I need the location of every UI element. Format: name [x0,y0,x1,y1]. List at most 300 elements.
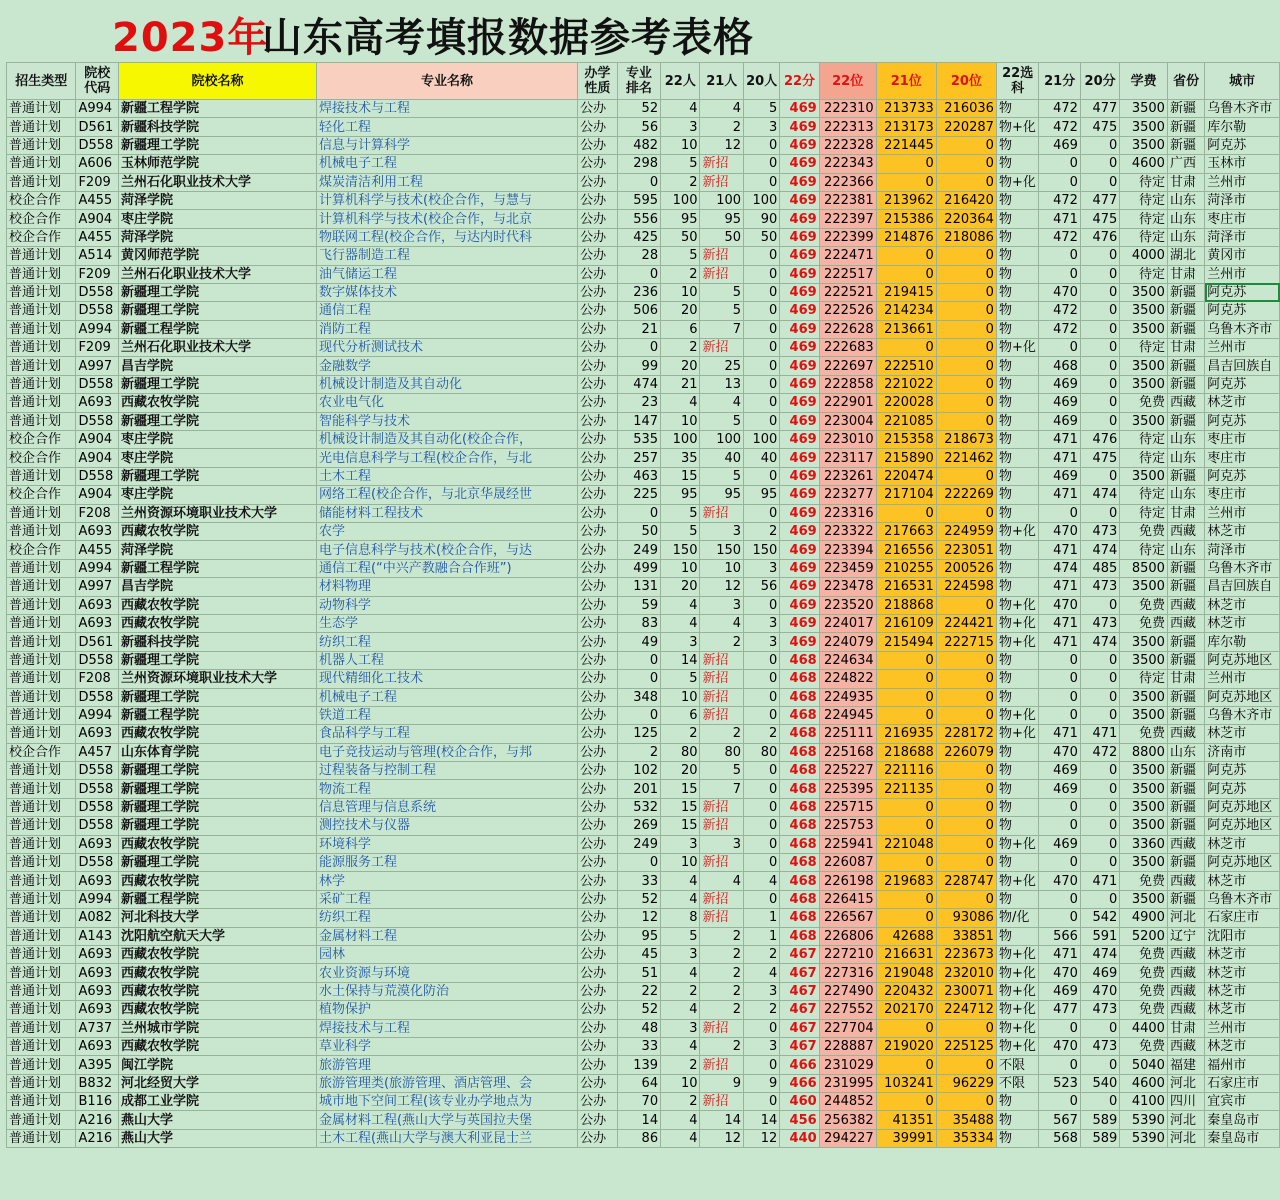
cell-rank-22[interactable]: 223277 [819,486,876,504]
cell-ownership[interactable]: 公办 [578,743,617,761]
cell-major-rank[interactable]: 499 [617,559,661,577]
cell-subjects-22[interactable]: 物 [996,228,1039,246]
header-cell[interactable]: 22人 [661,63,700,100]
cell-ownership[interactable]: 公办 [578,100,617,118]
cell-quota-21[interactable]: 40 [700,449,744,467]
cell-rank-20[interactable]: 222269 [936,486,996,504]
cell-tuition[interactable]: 待定 [1120,191,1168,209]
cell-major-rank[interactable]: 12 [617,909,661,927]
cell-rank-20[interactable]: 0 [936,780,996,798]
cell-rank-22[interactable]: 224935 [819,688,876,706]
cell-admission-type[interactable]: 普通计划 [7,357,76,375]
cell-admission-type[interactable]: 普通计划 [7,651,76,669]
cell-quota-20[interactable]: 0 [744,467,780,485]
cell-quota-21[interactable]: 9 [700,1074,744,1092]
cell-ownership[interactable]: 公办 [578,504,617,522]
cell-score-20[interactable]: 0 [1080,890,1119,908]
cell-tuition[interactable]: 待定 [1120,210,1168,228]
cell-rank-22[interactable]: 226567 [819,909,876,927]
cell-subjects-22[interactable]: 物+化 [996,173,1039,191]
cell-city[interactable]: 兰州市 [1205,339,1280,357]
cell-city[interactable]: 石家庄市 [1205,909,1280,927]
cell-admission-type[interactable]: 普通计划 [7,559,76,577]
cell-quota-20[interactable]: 3 [744,982,780,1000]
cell-tuition[interactable]: 3500 [1120,798,1168,816]
cell-quota-21[interactable]: 25 [700,357,744,375]
cell-tuition[interactable]: 免费 [1120,522,1168,540]
cell-rank-22[interactable]: 223459 [819,559,876,577]
cell-admission-type[interactable]: 校企合作 [7,210,76,228]
cell-school-code[interactable]: A216 [76,1111,119,1129]
cell-school-code[interactable]: A994 [76,706,119,724]
cell-quota-20[interactable]: 2 [744,1001,780,1019]
cell-quota-20[interactable]: 0 [744,173,780,191]
cell-tuition[interactable]: 待定 [1120,670,1168,688]
cell-city[interactable]: 库尔勒 [1205,118,1280,136]
cell-city[interactable]: 菏泽市 [1205,541,1280,559]
cell-quota-20[interactable]: 12 [744,1129,780,1147]
cell-subjects-22[interactable]: 物 [996,191,1039,209]
cell-score-22[interactable]: 468 [780,780,819,798]
cell-major-rank[interactable]: 0 [617,339,661,357]
cell-school-code[interactable]: A994 [76,320,119,338]
cell-score-21[interactable]: 470 [1039,743,1080,761]
cell-subjects-22[interactable]: 物 [996,449,1039,467]
cell-school-code[interactable]: A455 [76,191,119,209]
cell-quota-20[interactable]: 0 [744,670,780,688]
cell-school-name[interactable]: 西藏农牧学院 [118,945,316,963]
cell-score-20[interactable]: 476 [1080,431,1119,449]
cell-ownership[interactable]: 公办 [578,136,617,154]
cell-rank-22[interactable]: 227490 [819,982,876,1000]
cell-tuition[interactable]: 3500 [1120,136,1168,154]
cell-school-name[interactable]: 新疆工程学院 [118,706,316,724]
cell-school-name[interactable]: 枣庄学院 [118,486,316,504]
cell-rank-21[interactable]: 215386 [876,210,936,228]
cell-score-21[interactable]: 0 [1039,1093,1080,1111]
cell-subjects-22[interactable]: 物 [996,1093,1039,1111]
cell-city[interactable]: 阿克苏地区 [1205,798,1280,816]
cell-rank-20[interactable]: 0 [936,817,996,835]
cell-quota-22[interactable]: 4 [661,872,700,890]
cell-quota-21[interactable]: 2 [700,633,744,651]
cell-rank-22[interactable]: 223322 [819,522,876,540]
cell-major-name[interactable]: 土木工程 [316,467,577,485]
cell-rank-22[interactable]: 225227 [819,762,876,780]
cell-ownership[interactable]: 公办 [578,1129,617,1147]
cell-score-22[interactable]: 469 [780,155,819,173]
cell-score-20[interactable]: 0 [1080,504,1119,522]
cell-score-22[interactable]: 467 [780,982,819,1000]
cell-score-20[interactable]: 0 [1080,1019,1119,1037]
cell-subjects-22[interactable]: 物+化 [996,596,1039,614]
cell-score-21[interactable]: 470 [1039,1037,1080,1055]
cell-rank-22[interactable]: 224634 [819,651,876,669]
cell-quota-20[interactable]: 0 [744,688,780,706]
cell-quota-21[interactable]: 新招 [700,890,744,908]
cell-tuition[interactable]: 3500 [1120,854,1168,872]
cell-admission-type[interactable]: 校企合作 [7,431,76,449]
cell-school-code[interactable]: A994 [76,890,119,908]
cell-rank-20[interactable]: 0 [936,265,996,283]
cell-score-21[interactable]: 469 [1039,412,1080,430]
cell-subjects-22[interactable]: 物 [996,394,1039,412]
cell-tuition[interactable]: 3500 [1120,633,1168,651]
cell-subjects-22[interactable]: 物 [996,798,1039,816]
cell-tuition[interactable]: 待定 [1120,541,1168,559]
cell-rank-21[interactable]: 0 [876,265,936,283]
cell-city[interactable]: 阿克苏地区 [1205,817,1280,835]
cell-major-name[interactable]: 计算机科学与技术(校企合作，与慧与 [316,191,577,209]
cell-score-22[interactable]: 468 [780,927,819,945]
cell-rank-21[interactable]: 0 [876,1093,936,1111]
cell-score-21[interactable]: 472 [1039,100,1080,118]
cell-major-name[interactable]: 草业科学 [316,1037,577,1055]
cell-school-name[interactable]: 新疆理工学院 [118,467,316,485]
cell-rank-21[interactable]: 0 [876,247,936,265]
cell-major-rank[interactable]: 0 [617,265,661,283]
cell-admission-type[interactable]: 普通计划 [7,927,76,945]
cell-subjects-22[interactable]: 物 [996,927,1039,945]
cell-province[interactable]: 四川 [1167,1093,1204,1111]
cell-rank-20[interactable]: 0 [936,283,996,301]
cell-score-21[interactable]: 471 [1039,431,1080,449]
cell-score-21[interactable]: 471 [1039,725,1080,743]
cell-quota-21[interactable]: 5 [700,283,744,301]
cell-city[interactable]: 黄冈市 [1205,247,1280,265]
cell-rank-21[interactable]: 215890 [876,449,936,467]
cell-quota-20[interactable]: 2 [744,945,780,963]
cell-rank-22[interactable]: 223520 [819,596,876,614]
cell-quota-21[interactable]: 100 [700,191,744,209]
cell-admission-type[interactable]: 普通计划 [7,100,76,118]
cell-rank-22[interactable]: 223316 [819,504,876,522]
cell-rank-20[interactable]: 0 [936,467,996,485]
cell-rank-20[interactable]: 0 [936,136,996,154]
cell-admission-type[interactable]: 校企合作 [7,541,76,559]
cell-city[interactable]: 林芝市 [1205,1037,1280,1055]
cell-major-rank[interactable]: 463 [617,467,661,485]
cell-quota-22[interactable]: 2 [661,1056,700,1074]
cell-quota-20[interactable]: 0 [744,1056,780,1074]
cell-major-rank[interactable]: 49 [617,633,661,651]
cell-ownership[interactable]: 公办 [578,835,617,853]
cell-quota-21[interactable]: 3 [700,522,744,540]
cell-score-20[interactable]: 473 [1080,1037,1119,1055]
cell-ownership[interactable]: 公办 [578,155,617,173]
cell-score-20[interactable]: 477 [1080,191,1119,209]
cell-major-name[interactable]: 环境科学 [316,835,577,853]
cell-ownership[interactable]: 公办 [578,339,617,357]
cell-rank-20[interactable]: 228172 [936,725,996,743]
cell-subjects-22[interactable]: 物 [996,854,1039,872]
cell-rank-21[interactable]: 0 [876,909,936,927]
header-cell[interactable]: 21人 [700,63,744,100]
cell-rank-20[interactable]: 228747 [936,872,996,890]
cell-rank-21[interactable]: 221048 [876,835,936,853]
cell-school-name[interactable]: 西藏农牧学院 [118,964,316,982]
cell-tuition[interactable]: 3500 [1120,118,1168,136]
cell-city[interactable]: 林芝市 [1205,872,1280,890]
cell-quota-20[interactable]: 95 [744,486,780,504]
cell-subjects-22[interactable]: 物+化 [996,633,1039,651]
cell-rank-22[interactable]: 224079 [819,633,876,651]
cell-ownership[interactable]: 公办 [578,394,617,412]
cell-quota-22[interactable]: 2 [661,339,700,357]
cell-rank-21[interactable]: 221022 [876,375,936,393]
cell-score-22[interactable]: 469 [780,375,819,393]
cell-school-name[interactable]: 新疆科技学院 [118,118,316,136]
cell-province[interactable]: 甘肃 [1167,1019,1204,1037]
cell-score-22[interactable]: 469 [780,100,819,118]
cell-tuition[interactable]: 5390 [1120,1129,1168,1147]
cell-city[interactable]: 昌吉回族自 [1205,357,1280,375]
cell-major-rank[interactable]: 0 [617,854,661,872]
cell-school-name[interactable]: 新疆理工学院 [118,688,316,706]
cell-subjects-22[interactable]: 物 [996,265,1039,283]
cell-score-21[interactable]: 471 [1039,945,1080,963]
cell-major-name[interactable]: 物流工程 [316,780,577,798]
cell-score-21[interactable]: 469 [1039,780,1080,798]
cell-city[interactable]: 阿克苏 [1205,467,1280,485]
cell-score-22[interactable]: 468 [780,688,819,706]
cell-quota-21[interactable]: 新招 [700,1056,744,1074]
cell-admission-type[interactable]: 普通计划 [7,633,76,651]
cell-score-21[interactable]: 0 [1039,265,1080,283]
cell-score-20[interactable]: 475 [1080,449,1119,467]
cell-province[interactable]: 甘肃 [1167,504,1204,522]
cell-tuition[interactable]: 待定 [1120,228,1168,246]
cell-score-22[interactable]: 467 [780,964,819,982]
cell-subjects-22[interactable]: 物+化 [996,835,1039,853]
cell-tuition[interactable]: 免费 [1120,1001,1168,1019]
cell-score-21[interactable]: 0 [1039,854,1080,872]
cell-school-name[interactable]: 昌吉学院 [118,357,316,375]
cell-quota-20[interactable]: 0 [744,412,780,430]
cell-score-22[interactable]: 469 [780,633,819,651]
cell-quota-21[interactable]: 4 [700,100,744,118]
cell-quota-21[interactable]: 新招 [700,688,744,706]
cell-score-22[interactable]: 469 [780,283,819,301]
header-cell[interactable]: 城市 [1205,63,1280,100]
cell-school-name[interactable]: 新疆理工学院 [118,780,316,798]
cell-score-20[interactable]: 471 [1080,725,1119,743]
cell-admission-type[interactable]: 普通计划 [7,1037,76,1055]
header-cell[interactable]: 专业排名 [617,63,661,100]
cell-score-21[interactable]: 0 [1039,504,1080,522]
cell-quota-20[interactable]: 3 [744,1037,780,1055]
cell-ownership[interactable]: 公办 [578,909,617,927]
cell-major-name[interactable]: 机械电子工程 [316,155,577,173]
cell-score-20[interactable]: 589 [1080,1111,1119,1129]
cell-rank-21[interactable]: 220432 [876,982,936,1000]
cell-province[interactable]: 新疆 [1167,118,1204,136]
cell-ownership[interactable]: 公办 [578,283,617,301]
cell-rank-21[interactable]: 0 [876,688,936,706]
cell-score-22[interactable]: 469 [780,339,819,357]
cell-score-22[interactable]: 467 [780,1001,819,1019]
cell-school-name[interactable]: 新疆科技学院 [118,633,316,651]
cell-quota-21[interactable]: 2 [700,945,744,963]
cell-quota-22[interactable]: 2 [661,725,700,743]
cell-score-20[interactable]: 0 [1080,467,1119,485]
cell-quota-20[interactable]: 4 [744,964,780,982]
cell-admission-type[interactable]: 普通计划 [7,964,76,982]
cell-subjects-22[interactable]: 物 [996,247,1039,265]
cell-major-rank[interactable]: 51 [617,964,661,982]
cell-admission-type[interactable]: 普通计划 [7,320,76,338]
cell-school-name[interactable]: 新疆理工学院 [118,302,316,320]
cell-score-20[interactable]: 591 [1080,927,1119,945]
cell-quota-22[interactable]: 95 [661,210,700,228]
cell-province[interactable]: 西藏 [1167,982,1204,1000]
cell-score-21[interactable]: 0 [1039,247,1080,265]
cell-tuition[interactable]: 待定 [1120,339,1168,357]
cell-quota-20[interactable]: 0 [744,780,780,798]
cell-school-name[interactable]: 新疆理工学院 [118,854,316,872]
cell-major-name[interactable]: 信息与计算科学 [316,136,577,154]
cell-rank-21[interactable]: 218688 [876,743,936,761]
cell-major-name[interactable]: 测控技术与仪器 [316,817,577,835]
cell-quota-20[interactable]: 0 [744,762,780,780]
cell-quota-22[interactable]: 10 [661,1074,700,1092]
cell-quota-21[interactable]: 新招 [700,854,744,872]
cell-quota-22[interactable]: 50 [661,228,700,246]
cell-school-name[interactable]: 新疆工程学院 [118,559,316,577]
cell-major-rank[interactable]: 28 [617,247,661,265]
cell-score-22[interactable]: 469 [780,247,819,265]
cell-score-20[interactable]: 0 [1080,155,1119,173]
cell-quota-21[interactable]: 新招 [700,909,744,927]
cell-school-name[interactable]: 西藏农牧学院 [118,614,316,632]
header-cell[interactable]: 学费 [1120,63,1168,100]
cell-quota-21[interactable]: 80 [700,743,744,761]
cell-major-rank[interactable]: 59 [617,596,661,614]
cell-major-rank[interactable]: 52 [617,100,661,118]
cell-ownership[interactable]: 公办 [578,265,617,283]
cell-city[interactable]: 兰州市 [1205,173,1280,191]
cell-tuition[interactable]: 4400 [1120,1019,1168,1037]
cell-score-20[interactable]: 476 [1080,228,1119,246]
cell-province[interactable]: 西藏 [1167,945,1204,963]
cell-score-20[interactable]: 0 [1080,1056,1119,1074]
cell-rank-22[interactable]: 223261 [819,467,876,485]
cell-score-20[interactable]: 473 [1080,1001,1119,1019]
cell-score-21[interactable]: 471 [1039,578,1080,596]
cell-province[interactable]: 甘肃 [1167,265,1204,283]
cell-quota-21[interactable]: 4 [700,614,744,632]
cell-score-21[interactable]: 470 [1039,283,1080,301]
cell-admission-type[interactable]: 普通计划 [7,173,76,191]
cell-score-20[interactable]: 0 [1080,247,1119,265]
cell-rank-22[interactable]: 222471 [819,247,876,265]
cell-quota-21[interactable]: 新招 [700,817,744,835]
cell-quota-21[interactable]: 新招 [700,1019,744,1037]
cell-rank-20[interactable]: 224421 [936,614,996,632]
cell-school-code[interactable]: A904 [76,449,119,467]
cell-score-22[interactable]: 469 [780,596,819,614]
cell-score-21[interactable]: 0 [1039,1019,1080,1037]
cell-ownership[interactable]: 公办 [578,614,617,632]
cell-subjects-22[interactable]: 物 [996,431,1039,449]
cell-score-21[interactable]: 567 [1039,1111,1080,1129]
cell-major-name[interactable]: 焊接技术与工程 [316,100,577,118]
cell-province[interactable]: 新疆 [1167,762,1204,780]
cell-city[interactable]: 林芝市 [1205,394,1280,412]
cell-province[interactable]: 河北 [1167,1074,1204,1092]
cell-quota-21[interactable]: 新招 [700,651,744,669]
cell-province[interactable]: 新疆 [1167,688,1204,706]
cell-score-20[interactable]: 469 [1080,964,1119,982]
cell-ownership[interactable]: 公办 [578,1001,617,1019]
cell-city[interactable]: 阿克苏地区 [1205,854,1280,872]
cell-school-name[interactable]: 河北科技大学 [118,909,316,927]
cell-score-20[interactable]: 540 [1080,1074,1119,1092]
cell-subjects-22[interactable]: 物 [996,412,1039,430]
cell-city[interactable]: 林芝市 [1205,835,1280,853]
cell-score-20[interactable]: 477 [1080,100,1119,118]
cell-major-rank[interactable]: 70 [617,1093,661,1111]
cell-rank-21[interactable]: 217104 [876,486,936,504]
cell-tuition[interactable]: 3500 [1120,375,1168,393]
cell-tuition[interactable]: 5040 [1120,1056,1168,1074]
cell-rank-20[interactable]: 0 [936,835,996,853]
cell-ownership[interactable]: 公办 [578,522,617,540]
cell-tuition[interactable]: 3500 [1120,688,1168,706]
cell-score-21[interactable]: 0 [1039,706,1080,724]
cell-subjects-22[interactable]: 物 [996,136,1039,154]
cell-rank-22[interactable]: 222517 [819,265,876,283]
cell-score-21[interactable]: 477 [1039,1001,1080,1019]
cell-quota-20[interactable]: 0 [744,504,780,522]
cell-quota-20[interactable]: 3 [744,633,780,651]
cell-major-rank[interactable]: 139 [617,1056,661,1074]
cell-province[interactable]: 西藏 [1167,964,1204,982]
cell-quota-21[interactable]: 12 [700,136,744,154]
cell-rank-20[interactable]: 0 [936,762,996,780]
cell-school-name[interactable]: 河北经贸大学 [118,1074,316,1092]
cell-rank-21[interactable]: 39991 [876,1129,936,1147]
cell-ownership[interactable]: 公办 [578,688,617,706]
cell-major-name[interactable]: 飞行器制造工程 [316,247,577,265]
cell-school-name[interactable]: 枣庄学院 [118,431,316,449]
cell-rank-21[interactable]: 216109 [876,614,936,632]
cell-score-21[interactable]: 566 [1039,927,1080,945]
cell-score-20[interactable]: 0 [1080,780,1119,798]
header-cell[interactable]: 20分 [1080,63,1119,100]
cell-admission-type[interactable]: 普通计划 [7,265,76,283]
cell-subjects-22[interactable]: 物+化 [996,725,1039,743]
cell-admission-type[interactable]: 普通计划 [7,1093,76,1111]
cell-quota-21[interactable]: 新招 [700,504,744,522]
cell-subjects-22[interactable]: 物 [996,1129,1039,1147]
cell-quota-22[interactable]: 100 [661,191,700,209]
cell-major-name[interactable]: 纺织工程 [316,909,577,927]
cell-score-20[interactable]: 0 [1080,320,1119,338]
cell-tuition[interactable]: 3500 [1120,890,1168,908]
cell-quota-21[interactable]: 新招 [700,706,744,724]
cell-score-20[interactable]: 470 [1080,982,1119,1000]
cell-score-22[interactable]: 469 [780,210,819,228]
cell-score-20[interactable]: 474 [1080,945,1119,963]
cell-rank-22[interactable]: 225111 [819,725,876,743]
cell-school-name[interactable]: 新疆工程学院 [118,320,316,338]
cell-tuition[interactable]: 待定 [1120,486,1168,504]
cell-score-22[interactable]: 469 [780,486,819,504]
cell-tuition[interactable]: 待定 [1120,449,1168,467]
cell-score-21[interactable]: 472 [1039,302,1080,320]
cell-tuition[interactable]: 免费 [1120,1037,1168,1055]
